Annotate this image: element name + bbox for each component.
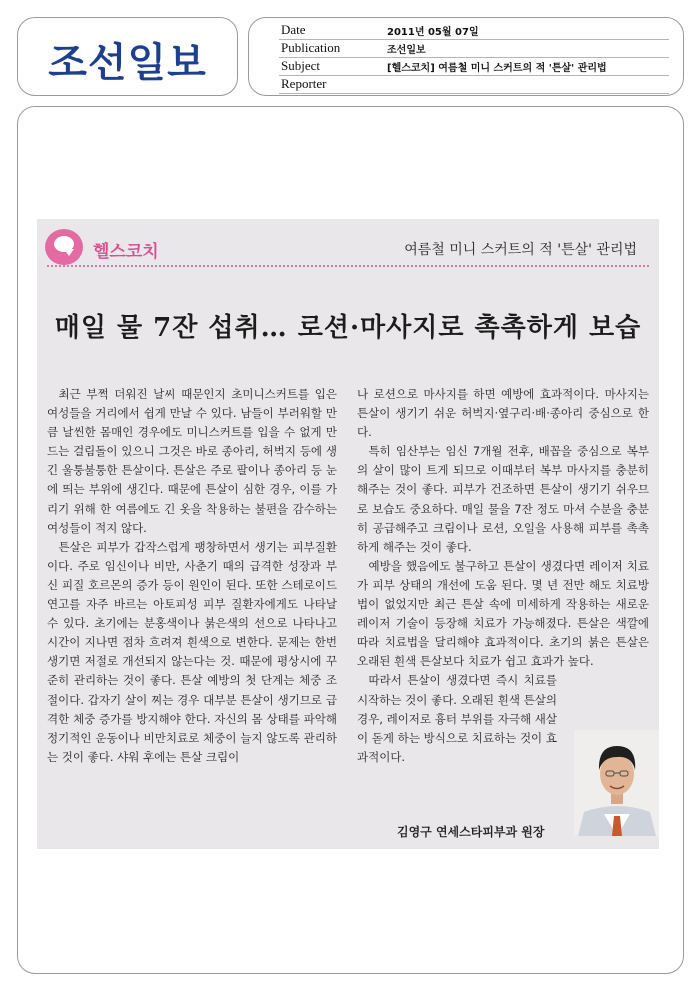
logo-box — [17, 17, 238, 96]
article-paragraph: 튼살은 피부가 갑작스럽게 팽창하면서 생기는 피부질환이다. 주로 임신이나 비만, 사춘기 때의 급격한 성장과 부신 피질 호르몬의 증가 등이 원인이 된다. 또한 스테로이드 연고를 자주 바르는 아토피성 피부 질환자에게도 나타날 수 있다. 초기에는 분홍색이나 붉은색의 선으로 나타나고 시간이 지나면 점차 흐려져 흰색으로 변한다. 문제는 한번 생기면 저절로 개선되지 않는다는 것. 때문에 평상시에 꾸준히 관리하는 것이 좋다. 튼살 예방의 첫 단계는 체중 조절이다. 갑자기 살이 찌는 경우 대부분 튼살이 생기므로 급격한 체중 증가를 방지해야 한다. 자신의 몸 상태를 파악해 정기적인 운동이나 비만치료로 체중이 늘지 않도록 관리하는 것이 좋다. 샤워 후에는 튼살 크림이 — [47, 539, 337, 764]
article-subtitle: 여름철 미니 스커트의 적 '튼살' 관리법 — [404, 242, 637, 258]
meta-row-publication — [279, 39, 669, 58]
meta-value-publication: 조선일보 — [387, 45, 426, 56]
dotted-divider — [47, 265, 649, 267]
author-portrait — [574, 730, 659, 836]
article-author: 김영구 연세스타피부과 원장 — [397, 825, 545, 839]
article-column-left — [47, 385, 337, 767]
speech-bubble-icon — [45, 229, 83, 265]
meta-label-subject: Subject — [281, 58, 320, 73]
article-paragraph: 따라서 튼살이 생겼다면 즉시 치료를 시작하는 것이 좋다. 오래된 흰색 튼살의 경우, 레이저로 흉터 부위를 자극해 새살이 돋게 하는 방식으로 치료하는 것이 효과적이다. — [357, 673, 557, 764]
series-label: 헬스코치 — [93, 242, 159, 262]
meta-value-date: 2011년 05월 07일 — [387, 27, 479, 38]
meta-value-subject: [헬스코치] 여름철 미니 스커트의 적 '튼살' 관리법 — [387, 63, 607, 74]
article-headline: 매일 물 7잔 섭취… 로션·마사지로 촉촉하게 보습 — [54, 313, 642, 343]
meta-label-date: Date — [281, 22, 306, 37]
article-paragraph: 특히 임산부는 임신 7개월 전후, 배꼽을 중심으로 복부의 살이 많이 트게 되므로 이때부터 복부 마사지를 충분히 해주는 것이 좋다. 피부가 건조하면 튼살이 생기기 쉬우므로 보습도 중요하다. 매일 물을 7잔 정도 마셔 수분을 충분히 공급해주고 크림이나 로션, 오일을 사용해 피부를 촉촉하게 해주는 것이 좋다. — [357, 444, 649, 554]
meta-label-publication: Publication — [281, 40, 341, 55]
meta-row-reporter — [279, 75, 669, 94]
metadata-box — [248, 17, 684, 96]
article-column-right — [357, 385, 649, 767]
article-paragraph: 나 로션으로 마사지를 하면 예방에 효과적이다. 마사지는 튼살이 생기기 쉬운 허벅지·옆구리·배·종아리 중심으로 한다. — [357, 387, 649, 440]
article-clipping — [37, 219, 659, 849]
article-paragraph: 최근 부쩍 더워진 날씨 때문인지 초미니스커트를 입은 여성들을 거리에서 쉽게 만날 수 있다. 남들이 부러워할 만큼 날씬한 몸매인 경우에도 미니스커트를 입을 수 없게 만드는 걸림돌이 있으니 그것은 바로 종아리, 허벅지 등에 생긴 울퉁불퉁한 튼살이다. 튼살은 주로 팔이나 종아리 등 눈에 띄는 부위에 생긴다. 때문에 튼살이 심한 경우, 이를 가리기 위해 한 여름에도 긴 옷을 착용하는 불편을 감수하는 여성들이 적지 않다. — [47, 387, 337, 535]
article-paragraph: 예방을 했음에도 불구하고 튼살이 생겼다면 레이저 치료가 피부 상태의 개선에 도움 된다. 몇 년 전만 해도 치료방법이 없었지만 최근 튼살 속에 미세하게 작용하는 새로운 레이저 기술이 등장해 치료가 가능해졌다. 튼살은 색깔에 따라 치료법을 달리해야 효과적이다. 초기의 붉은 튼살은 오래된 흰색 튼살보다 치료가 쉽고 효과가 높다. — [357, 558, 649, 669]
meta-row-subject — [279, 57, 669, 76]
publication-logo: 조선일보 — [48, 40, 207, 86]
meta-row-date — [279, 21, 669, 40]
meta-label-reporter: Reporter — [281, 76, 327, 91]
